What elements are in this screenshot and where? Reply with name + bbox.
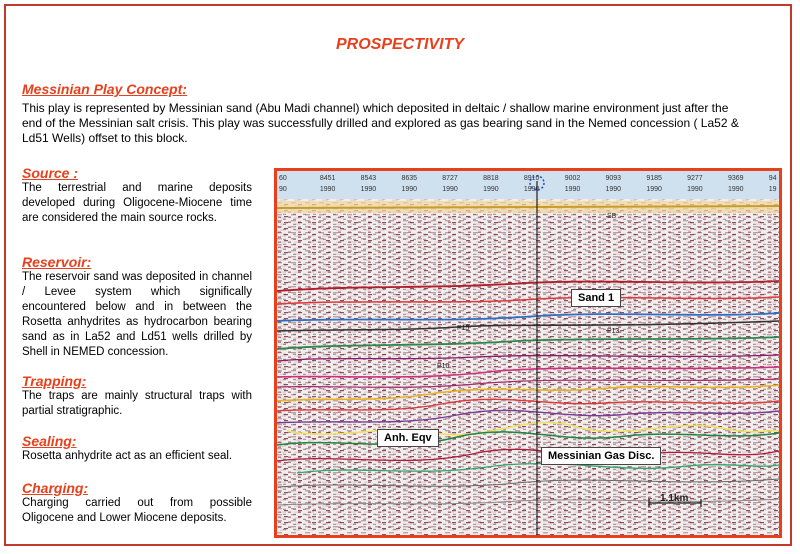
shotpoint-number: 60 — [279, 175, 287, 182]
shotpoint-number: 94 — [768, 175, 777, 182]
callout-anh-eqv: Anh. Eqv — [377, 429, 439, 447]
shotpoint-year: 1990 — [727, 186, 744, 193]
shotpoint-year: 1990 — [523, 186, 540, 193]
play-line-1: This play is represented by Messinian sand (Abu Madi channel) which deposited in deltaic / shallow marine environment just after the — [22, 101, 729, 115]
horizon-p15: P15 — [457, 325, 470, 332]
source-text: The terrestrial and marine deposits developed during Oligocene-Miocene time are considered the main source rocks. — [22, 182, 252, 224]
trapping-heading: Trapping: — [22, 373, 87, 389]
shotpoint-number: 8543 — [360, 175, 377, 182]
shotpoint-number: 9185 — [646, 175, 662, 182]
horizon-sb: SB — [607, 213, 617, 220]
play-line-2: end of the Messinian salt crisis. This play was successfully drilled and explored as gas bearing sand in the Nemed concession ( La52 & — [22, 116, 739, 130]
shotpoint-year: 1990 — [319, 186, 336, 193]
shotpoint-number: 8635 — [401, 175, 418, 182]
charging-text: Charging carried out from possible Oligocene and Lower Miocene deposits. — [22, 497, 252, 524]
seismic-section-image — [274, 168, 782, 538]
shotpoint-year: 90 — [279, 186, 287, 193]
shotpoint-year: 1990 — [646, 186, 662, 193]
charging-heading: Charging: — [22, 480, 89, 496]
shotpoint-number: 8727 — [442, 175, 458, 182]
shotpoint-year: 19 — [768, 186, 777, 193]
callout-messinian-gas-disc: Messinian Gas Disc. — [541, 447, 661, 465]
shotpoint-number: 9277 — [687, 175, 703, 182]
shotpoint-year: 1990 — [442, 186, 458, 193]
horizon-p13: P13 — [607, 328, 620, 335]
sealing-heading: Sealing: — [22, 433, 77, 449]
shotpoint-number: 9369 — [727, 175, 744, 182]
shotpoint-number: 9093 — [605, 175, 622, 182]
play-line-3: Ld51 Wells) offset to this block. — [22, 131, 188, 145]
shotpoint-number: 8910 — [523, 175, 540, 182]
shotpoint-number: 8818 — [483, 175, 499, 182]
shotpoint-number: 8451 — [319, 175, 336, 182]
page-title: PROSPECTIVITY — [335, 36, 465, 53]
shotpoint-year: 1990 — [605, 186, 622, 193]
scale-bar-label: 1.1km — [660, 493, 689, 504]
callout-sand-1: Sand 1 — [571, 289, 621, 307]
play-heading: Messinian Play Concept: — [22, 81, 187, 97]
shotpoint-number: 9002 — [564, 175, 581, 182]
shotpoint-year: 1990 — [483, 186, 499, 193]
reservoir-heading: Reservoir: — [22, 254, 92, 270]
shotpoint-year: 1990 — [687, 186, 703, 193]
play-text — [22, 101, 739, 146]
seismic-section-svg — [277, 171, 779, 535]
sealing-text: Rosetta anhydrite act as an efficient seal. — [22, 450, 233, 462]
reservoir-text: The reservoir sand was deposited in channel / Levee system which significally encountered below and in between the Rosetta anhydrites as hydrocarbon bearing sand as in La52 and Ld51 wells drilled by Shell in NEMED concession. — [22, 271, 252, 358]
shotpoint-year: 1990 — [564, 186, 581, 193]
shotpoint-year: 1990 — [401, 186, 418, 193]
trapping-text: The traps are mainly structural traps with partial stratigraphic. — [22, 390, 252, 417]
horizon-p10: P10 — [437, 363, 450, 370]
shotpoint-year: 1990 — [360, 186, 377, 193]
source-heading: Source : — [22, 165, 79, 181]
